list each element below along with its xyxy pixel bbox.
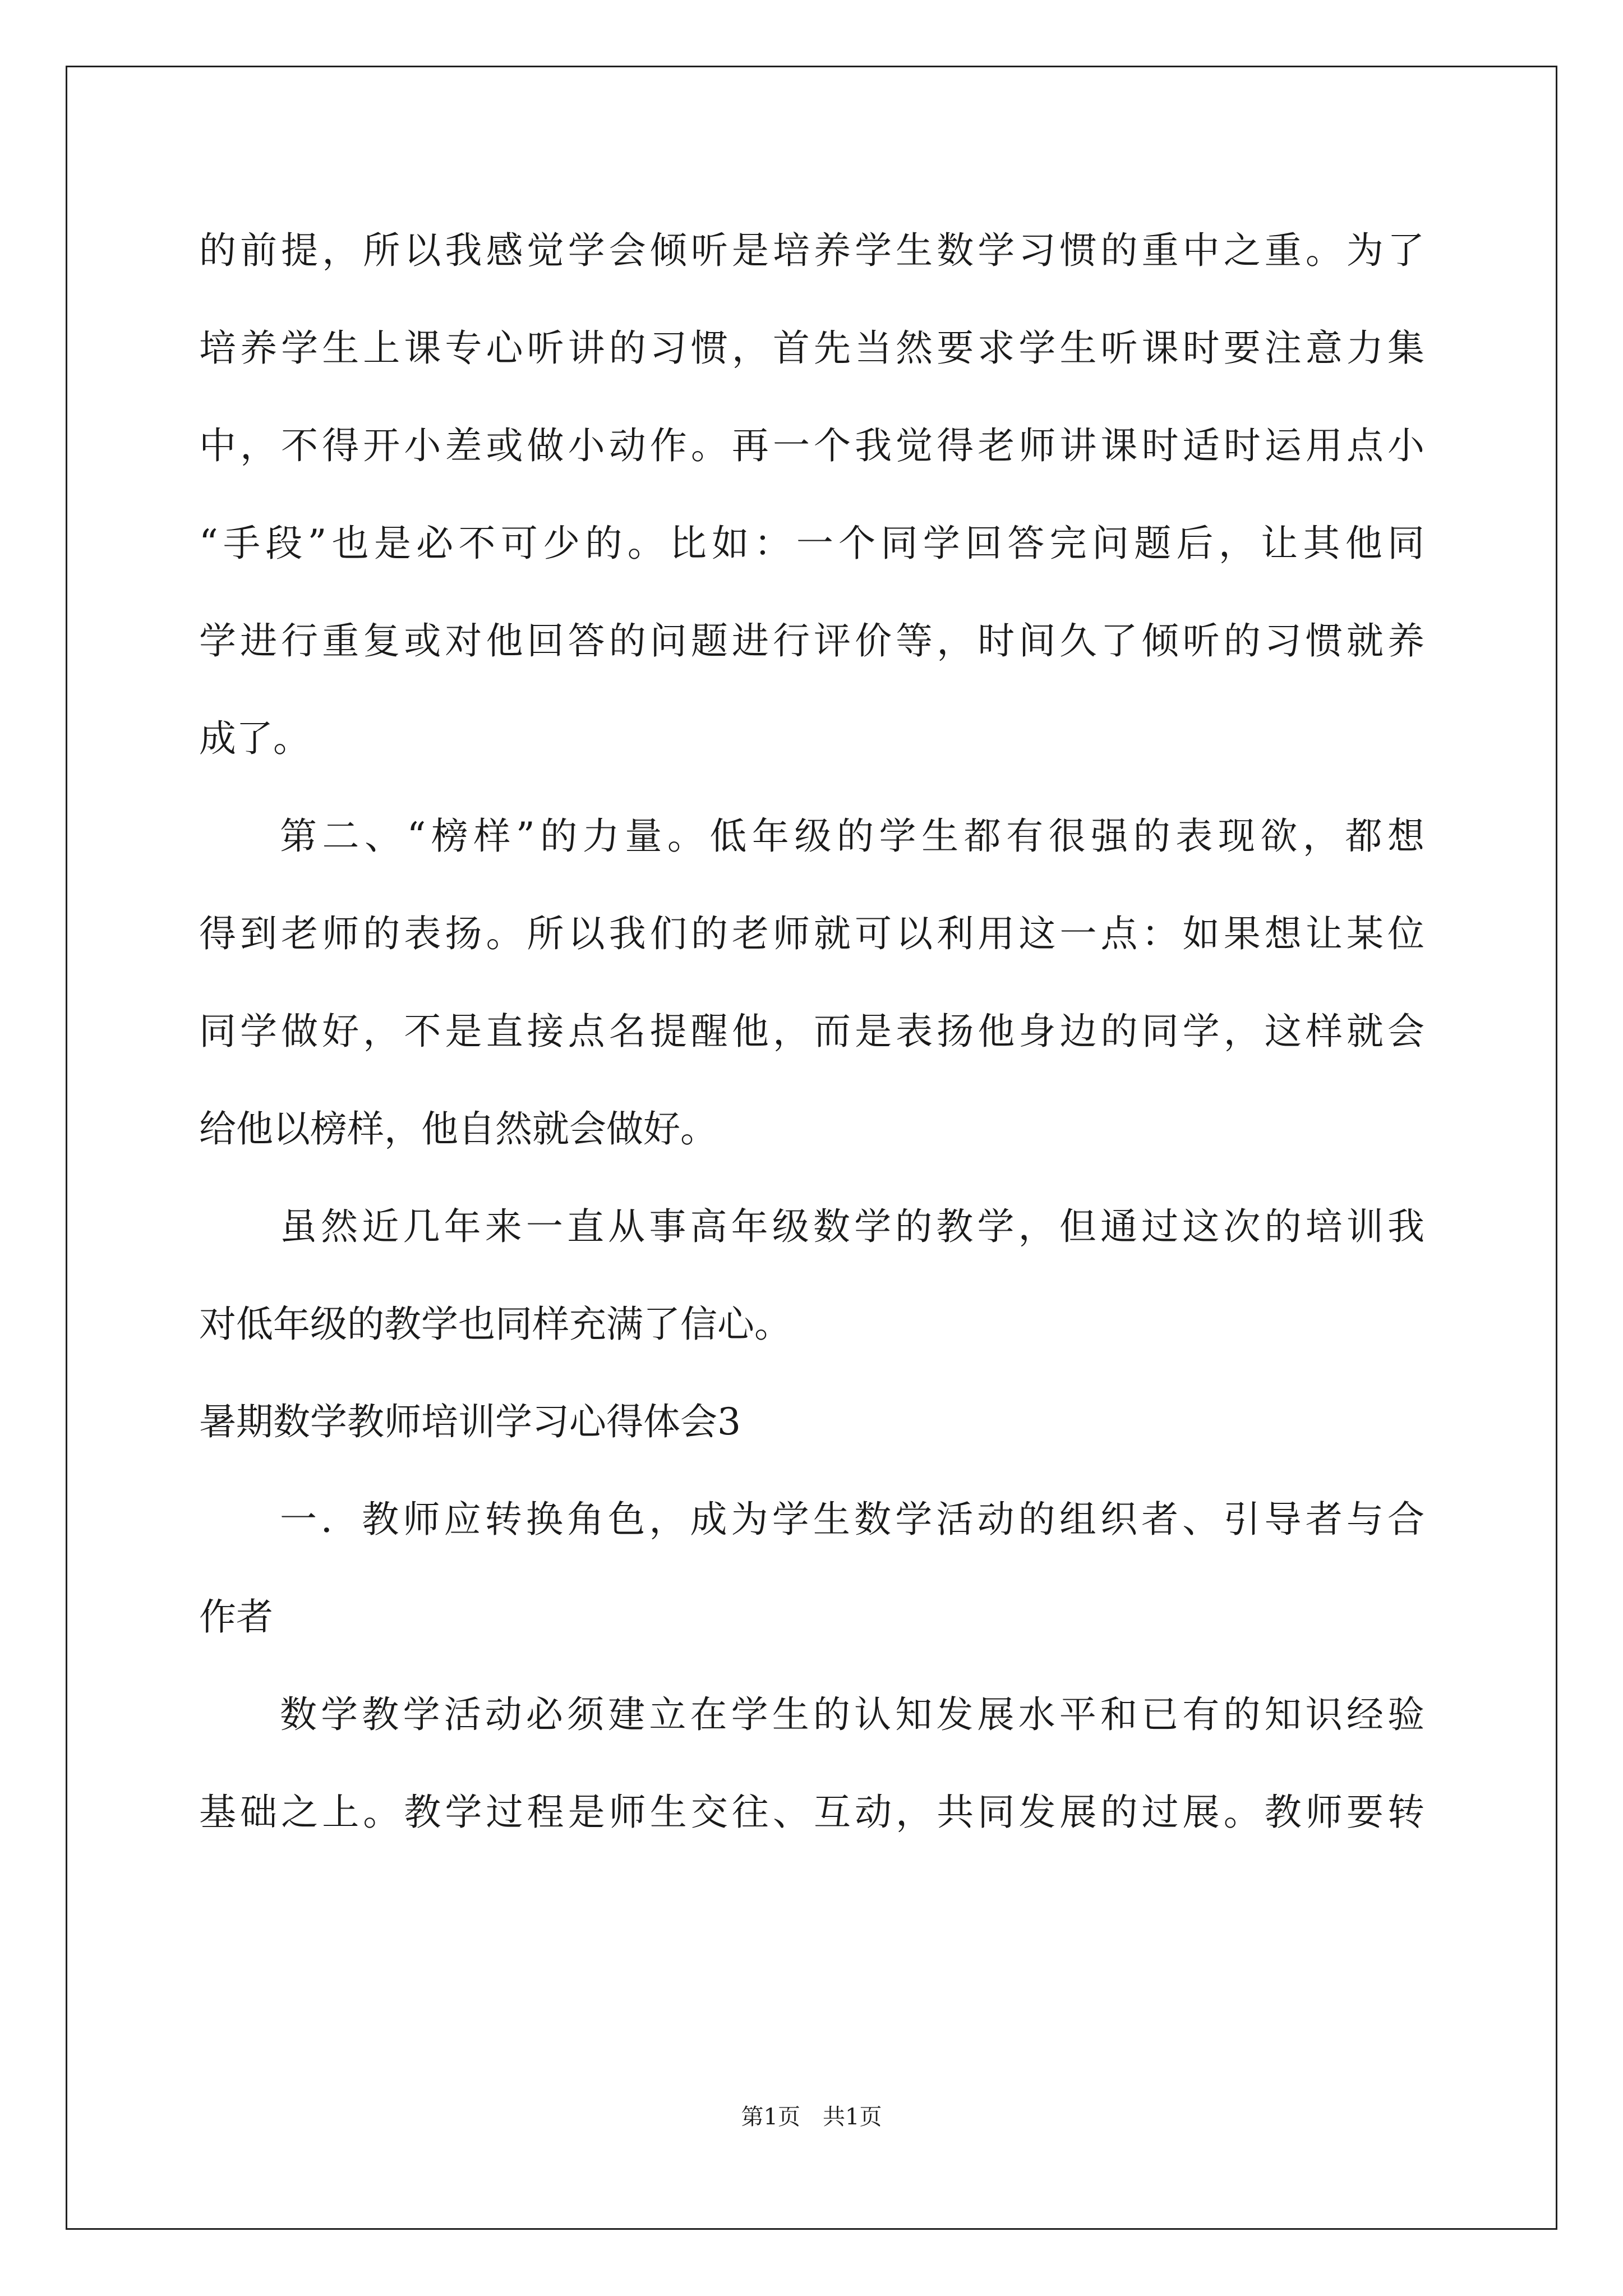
text-line: 中，不得开小差或做小动作。再一个我觉得老师讲课时适时运用点小 <box>199 424 1424 467</box>
text-line: 作者 <box>199 1595 273 1639</box>
text-line: 基础之上。教学过程是师生交往、互动，共同发展的过展。教师要转 <box>199 1791 1424 1834</box>
text-line: 同学做好，不是直接点名提醒他，而是表扬他身边的同学，这样就会 <box>199 1010 1424 1053</box>
paragraph-start-line: 一．教师应转换角色，成为学生数学活动的组织者、引导者与合 <box>280 1498 1424 1541</box>
paragraph-start-line: 第二、“榜样”的力量。低年级的学生都有很强的表现欲，都想 <box>280 815 1424 858</box>
page-total: 共1页 <box>823 2104 882 2130</box>
text-line: 对低年级的教学也同样充满了信心。 <box>199 1303 791 1346</box>
text-line: 学进行重复或对他回答的问题进行评价等，时间久了倾听的习惯就养 <box>199 619 1424 662</box>
page-number: 第1页 <box>741 2104 800 2130</box>
text-line: 成了。 <box>199 717 310 760</box>
section-heading: 暑期数学教师培训学习心得体会3 <box>199 1400 741 1443</box>
text-line: 培养学生上课专心听讲的习惯，首先当然要求学生听课时要注意力集 <box>199 326 1424 370</box>
text-line: 得到老师的表扬。所以我们的老师就可以利用这一点：如果想让某位 <box>199 912 1424 955</box>
paragraph-start-line: 数学教学活动必须建立在学生的认知发展水平和已有的知识经验 <box>280 1693 1424 1736</box>
text-line: 的前提，所以我感觉学会倾听是培养学生数学习惯的重中之重。为了 <box>199 229 1424 272</box>
text-line: “手段”也是必不可少的。比如：一个同学回答完问题后，让其他同 <box>199 522 1424 565</box>
page-footer <box>0 2099 1623 2131</box>
paragraph-start-line: 虽然近几年来一直从事高年级数学的教学，但通过这次的培训我 <box>280 1205 1424 1248</box>
text-line: 给他以榜样，他自然就会做好。 <box>199 1107 717 1151</box>
document-body <box>199 202 1424 1861</box>
